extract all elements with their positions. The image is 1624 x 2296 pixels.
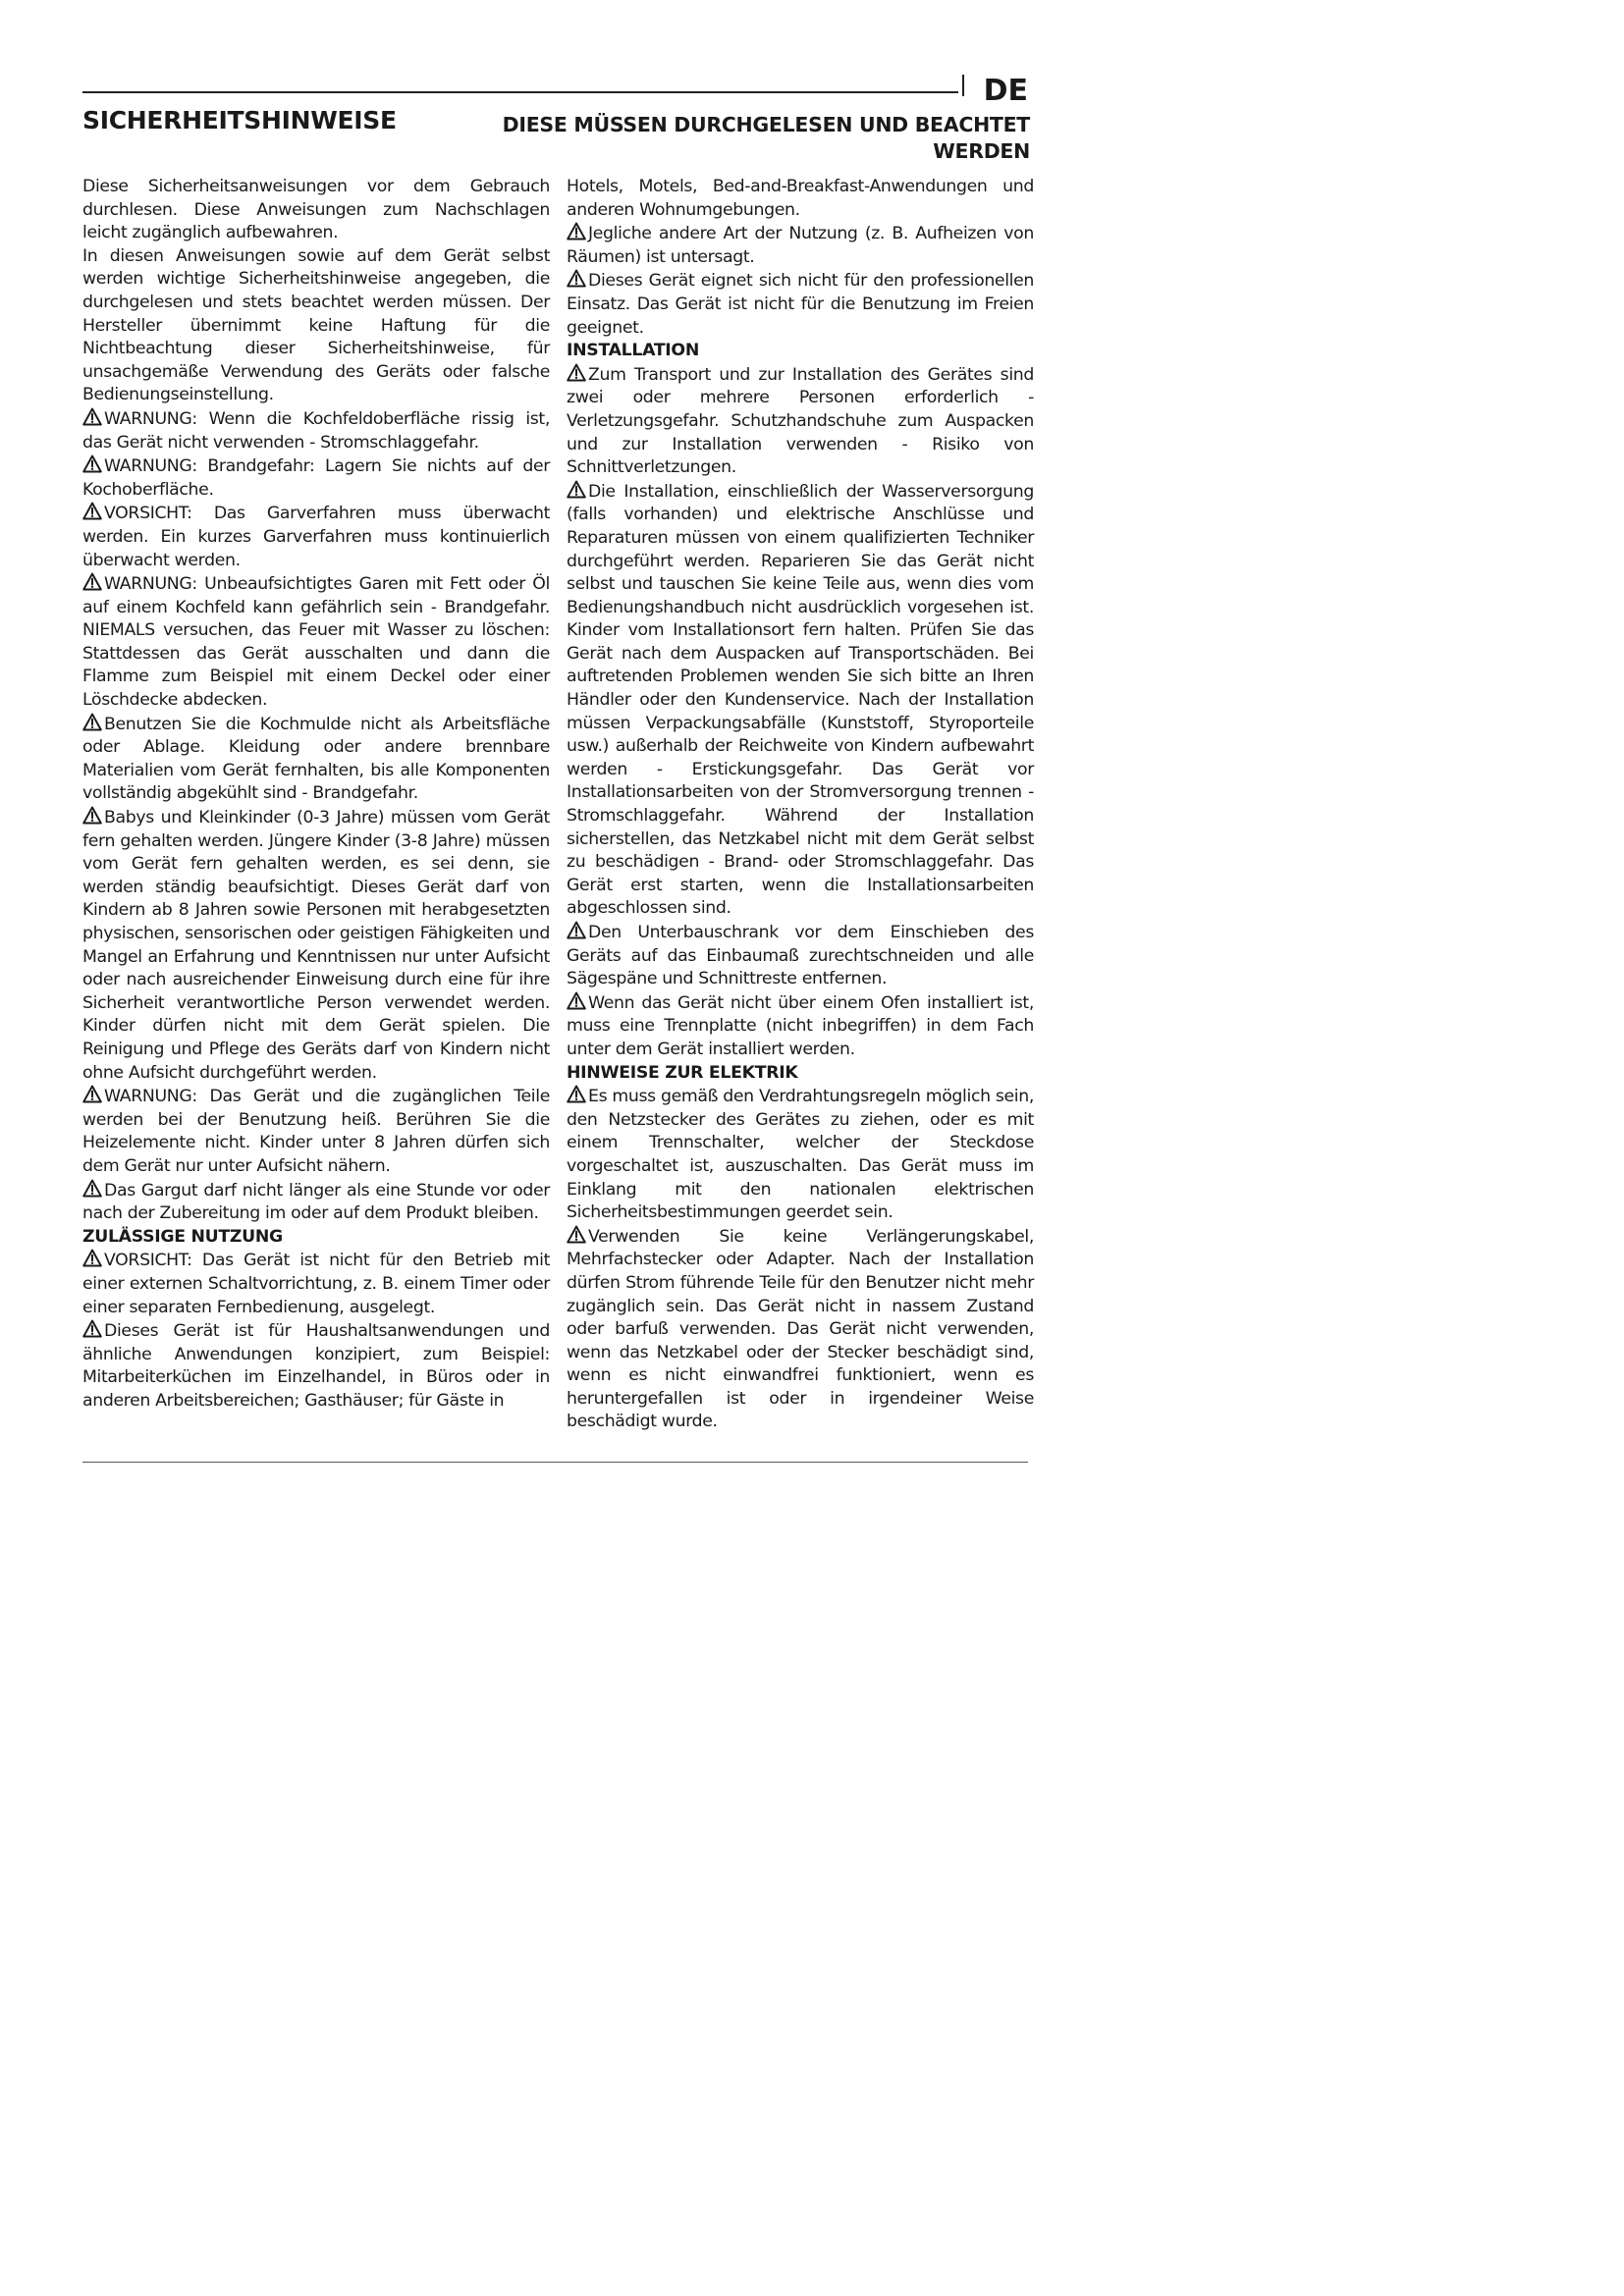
warning-triangle-icon bbox=[567, 222, 586, 240]
paragraph-text: Wenn das Gerät nicht über einem Ofen installiert ist, muss eine Trennplatte (nicht inbegriffen) in dem Fach unter dem Gerät installiert werden. bbox=[567, 992, 1034, 1059]
paragraph-text: Dieses Gerät ist für Haushaltsanwendungen und ähnliche Anwendungen konzipiert, zum Beispiel: Mitarbeiterküchen im Einzelhandel, in Büros oder in anderen Arbeitsbereichen; Gasthäuser; für Gäste in bbox=[82, 1321, 550, 1411]
section-heading bbox=[567, 340, 1034, 363]
page-subtitle: DIESE MÜSSEN DURCHGELESEN UND BEACHTET WERDEN bbox=[502, 113, 1030, 163]
warning-paragraph bbox=[82, 806, 550, 1085]
paragraph-text: Zum Transport und zur Installation des Gerätes sind zwei oder mehrere Personen erforderlich - Verletzungsgefahr. Schutzhandschuhe zum Auspacken und zur Installation verwenden - Risiko von Schnittverletzungen. bbox=[567, 364, 1034, 478]
warning-triangle-icon bbox=[82, 713, 102, 731]
warning-paragraph bbox=[82, 1319, 550, 1413]
warning-paragraph bbox=[567, 921, 1034, 991]
warning-paragraph bbox=[82, 713, 550, 806]
warning-paragraph bbox=[567, 480, 1034, 921]
header-rule bbox=[82, 91, 958, 93]
warning-triangle-icon bbox=[567, 991, 586, 1010]
left-column bbox=[82, 176, 550, 1413]
paragraph-text: WARNUNG: Brandgefahr: Lagern Sie nichts auf der Kochoberfläche. bbox=[82, 456, 550, 500]
footer-rule bbox=[82, 1462, 1028, 1463]
warning-paragraph bbox=[567, 222, 1034, 269]
paragraph-text: Hotels, Motels, Bed-and-Breakfast-Anwendungen und anderen Wohnumgebungen. bbox=[567, 177, 1034, 220]
paragraph-text: VORSICHT: Das Garverfahren muss überwacht werden. Ein kurzes Garverfahren muss kontinuierlich überwacht werden. bbox=[82, 504, 550, 570]
warning-triangle-icon bbox=[82, 1319, 102, 1338]
warning-paragraph bbox=[82, 454, 550, 502]
paragraph-text: Es muss gemäß den Verdrahtungsregeln möglich sein, den Netzstecker des Gerätes zu ziehen, oder es mit einem Trennschalter, welcher der Steckdose vorgeschaltet ist, auszuschalten. Das Gerät muss im Einklang mit den nationalen elektrischen Sicherheitsbestimmungen geerdet sein. bbox=[567, 1087, 1034, 1223]
paragraph-text: ZULÄSSIGE NUTZUNG bbox=[82, 1226, 283, 1247]
section-heading bbox=[567, 1062, 1034, 1086]
right-column bbox=[567, 176, 1034, 1434]
warning-paragraph bbox=[567, 991, 1034, 1062]
paragraph-text: Diese Sicherheitsanweisungen vor dem Gebrauch durchlesen. Diese Anweisungen zum Nachschlagen leicht zugänglich aufbewahren. bbox=[82, 177, 550, 243]
paragraph-text: WARNUNG: Wenn die Kochfeldoberfläche rissig ist, das Gerät nicht verwenden - Stromschlaggefahr. bbox=[82, 408, 550, 453]
warning-triangle-icon bbox=[82, 454, 102, 473]
paragraph-text: Jegliche andere Art der Nutzung (z. B. Aufheizen von Räumen) ist untersagt. bbox=[567, 224, 1034, 267]
warning-triangle-icon bbox=[82, 1085, 102, 1103]
paragraph-text: In diesen Anweisungen sowie auf dem Gerät selbst werden wichtige Sicherheitshinweise angegeben, die durchgelesen und stets beachtet werden müssen. Der Hersteller übernimmt keine Haftung für die Nichtbeachtung dieser Sicherheitshinweise, für unsachgemäße Verwendung des Geräts oder falsche Bedienungseinstellung. bbox=[82, 245, 550, 405]
paragraph-text: Den Unterbauschrank vor dem Einschieben des Geräts auf das Einbaumaß zurechtschneiden und alle Sägespäne und Schnittreste entfernen. bbox=[567, 923, 1034, 989]
paragraph bbox=[567, 176, 1034, 222]
warning-triangle-icon bbox=[567, 1085, 586, 1103]
warning-triangle-icon bbox=[82, 806, 102, 825]
paragraph-text: Die Installation, einschließlich der Wasserversorgung (falls vorhanden) und elektrische Anschlüsse und Reparaturen müssen von einem qualifizierten Techniker durchgeführt werden. Reparieren Sie das Gerät nicht selbst und tauschen Sie keine Teile aus, wenn dies vom Bedienungshandbuch nicht ausdrücklich vorgesehen ist. Kinder vom Installationsort fern halten. Prüfen Sie das Gerät nach dem Auspacken auf Transportschäden. Bei auftretenden Problemen wenden Sie sich bitte an Ihren Händler oder den Kundenservice. Nach der Installation müssen Verpackungsabfälle (Kunststoff, Styroporteile usw.) außerhalb der Reichweite von Kindern aufbewahrt werden - Erstickungsgefahr. Das Gerät vor Installationsarbeiten von der Stromversorgung trennen - Stromschlaggefahr. Während der Installation sicherstellen, das Netzkabel nicht mit dem Gerät selbst zu beschädigen - Brand- oder Stromschlaggefahr. Das Gerät erst starten, wenn die Installationsarbeiten abgeschlossen sind. bbox=[567, 481, 1034, 919]
paragraph-text: VORSICHT: Das Gerät ist nicht für den Betrieb mit einer externen Schaltvorrichtung, z. B. einem Timer oder einer separaten Fernbedienung, ausgelegt. bbox=[82, 1251, 550, 1317]
warning-paragraph bbox=[567, 269, 1034, 340]
warning-triangle-icon bbox=[567, 269, 586, 288]
paragraph-text: Das Gargut darf nicht länger als eine Stunde vor oder nach der Zubereitung im oder auf dem Produkt bleiben. bbox=[82, 1180, 550, 1224]
paragraph-text: INSTALLATION bbox=[567, 341, 699, 361]
paragraph-text: WARNUNG: Das Gerät und die zugänglichen Teile werden bei der Benutzung heiß. Berühren Sie die Heizelemente nicht. Kinder unter 8 Jahren dürfen sich dem Gerät nur unter Aufsicht nähern. bbox=[82, 1087, 550, 1176]
warning-paragraph bbox=[567, 363, 1034, 480]
paragraph-text: Verwenden Sie keine Verlängerungskabel, Mehrfachstecker oder Adapter. Nach der Installation dürfen Strom führende Teile für den Benutzer nicht mehr zugänglich sein. Das Gerät nicht in nassem Zustand oder barfuß verwenden. Das Gerät nicht verwenden, wenn das Netzkabel oder der Stecker beschädigt sind, wenn es nicht einwandfrei funktioniert, wenn es heruntergefallen ist oder in irgendeiner Weise beschädigt wurde. bbox=[567, 1226, 1034, 1432]
warning-triangle-icon bbox=[567, 480, 586, 499]
warning-triangle-icon bbox=[82, 1179, 102, 1198]
paragraph-text: HINWEISE ZUR ELEKTRIK bbox=[567, 1062, 798, 1083]
paragraph bbox=[82, 245, 550, 407]
section-heading bbox=[82, 1226, 550, 1250]
warning-paragraph bbox=[82, 502, 550, 572]
warning-paragraph bbox=[82, 1085, 550, 1178]
warning-paragraph bbox=[82, 572, 550, 713]
paragraph bbox=[82, 176, 550, 245]
warning-triangle-icon bbox=[82, 572, 102, 591]
warning-paragraph bbox=[82, 1249, 550, 1319]
warning-triangle-icon bbox=[82, 407, 102, 426]
warning-triangle-icon bbox=[82, 502, 102, 520]
warning-paragraph bbox=[567, 1225, 1034, 1434]
warning-paragraph bbox=[82, 1179, 550, 1226]
warning-triangle-icon bbox=[82, 1249, 102, 1267]
paragraph-text: Babys und Kleinkinder (0-3 Jahre) müssen vom Gerät fern gehalten werden. Jüngere Kinder (3-8 Jahre) müssen vom Gerät fern gehalten werden, es sei denn, sie werden ständig beaufsichtigt. Dieses Gerät darf von Kindern ab 8 Jahren sowie Personen mit herabgesetzten physischen, sensorischen oder geistigen Fähigkeiten und Mangel an Erfahrung und Kenntnissen nur unter Aufsicht oder nach ausreichender Einweisung durch eine für ihre Sicherheit verantwortliche Person verwendet werden. Kinder dürfen nicht mit dem Gerät spielen. Die Reinigung und Pflege des Geräts darf von Kindern nicht ohne Aufsicht durchgeführt werden. bbox=[82, 808, 550, 1083]
warning-triangle-icon bbox=[567, 921, 586, 939]
warning-triangle-icon bbox=[567, 1225, 586, 1244]
page-title: SICHERHEITSHINWEISE bbox=[82, 106, 397, 134]
warning-triangle-icon bbox=[567, 363, 586, 382]
warning-paragraph bbox=[567, 1085, 1034, 1225]
language-code: DE bbox=[983, 74, 1028, 108]
paragraph-text: Dieses Gerät eignet sich nicht für den professionellen Einsatz. Das Gerät ist nicht für die Benutzung im Freien geeignet. bbox=[567, 271, 1034, 338]
paragraph-text: Benutzen Sie die Kochmulde nicht als Arbeitsfläche oder Ablage. Kleidung oder andere brennbare Materialien vom Gerät fernhalten, bis alle Komponenten vollständig abgekühlt sind - Brandgefahr. bbox=[82, 714, 550, 804]
header-rule-tick bbox=[962, 75, 964, 96]
paragraph-text: WARNUNG: Unbeaufsichtigtes Garen mit Fett oder Öl auf einem Kochfeld kann gefährlich sein - Brandgefahr. NIEMALS versuchen, das Feuer mit Wasser zu löschen: Stattdessen das Gerät ausschalten und dann die Flamme zum Beispiel mit einem Deckel oder einer Löschdecke abdecken. bbox=[82, 574, 550, 711]
warning-paragraph bbox=[82, 407, 550, 454]
